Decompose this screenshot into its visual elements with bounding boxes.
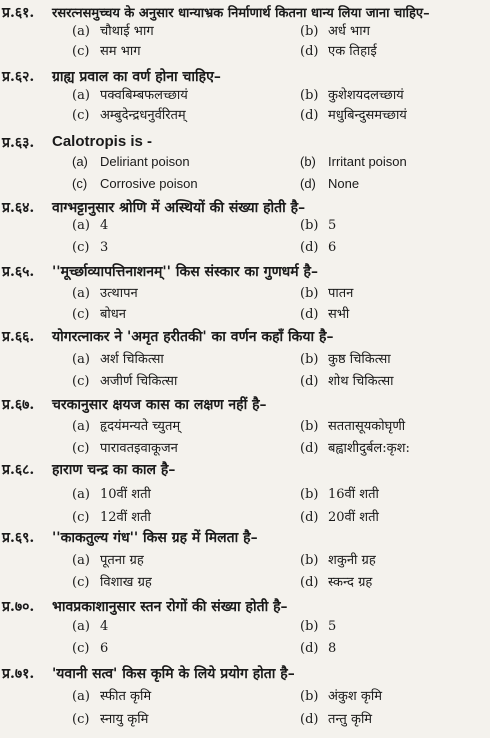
option-text: सततासूयकोघृणी (328, 419, 406, 434)
option-a (72, 416, 180, 434)
option-label: (c) (72, 441, 90, 456)
option-label: (c) (72, 374, 90, 389)
option-text: उत्थापन (100, 286, 138, 301)
option-label: (a) (72, 689, 90, 704)
option-b (300, 283, 353, 301)
option-a (72, 686, 151, 704)
option-b (300, 154, 407, 169)
option-text: 4 (100, 218, 109, 233)
option-a (72, 349, 164, 367)
option-c (72, 41, 141, 59)
option-d (300, 507, 379, 525)
option-text: बोधन (100, 307, 127, 322)
option-text: None (328, 176, 360, 191)
option-label: (c) (72, 240, 90, 255)
option-label: (c) (72, 176, 88, 191)
option-text: 20वीं शती (328, 510, 379, 525)
option-text: अर्ध भाग (328, 24, 370, 39)
option-text: सभी (328, 307, 350, 322)
option-text: Deliriant poison (100, 154, 190, 169)
option-label: (a) (72, 619, 90, 634)
option-text: अंकुश कृमि (328, 689, 383, 704)
option-label: (c) (72, 712, 90, 727)
option-text: 6 (328, 240, 337, 255)
question-text: वाग्भट्टानुसार श्रोणि में अस्थियों की संख्या होती है– (52, 200, 306, 216)
option-d (300, 438, 410, 456)
option-d (300, 371, 394, 389)
option-label: (b) (300, 689, 319, 704)
option-text: स्कन्द ग्रह (328, 575, 373, 590)
option-label: (b) (300, 352, 319, 367)
option-text: विशाख ग्रह (100, 575, 152, 590)
question-text: चरकानुसार क्षयज कास का लक्षण नहीं है– (52, 397, 267, 413)
option-c (72, 105, 186, 123)
option-label: (d) (300, 510, 319, 525)
option-label: (d) (300, 44, 319, 59)
question-text: भावप्रकाशानुसार स्तन रोगों की संख्या होती है– (52, 599, 288, 615)
question-number: प्र.६७. (2, 397, 35, 413)
option-label: (a) (72, 24, 90, 39)
question-text: रसरत्नसमुच्चय के अनुसार धान्याभ्रक निर्माणार्थ कितना धान्य लिया जाना चाहिए– (52, 6, 430, 21)
question-text: ग्राह्य प्रवाल का वर्ण होना चाहिए– (52, 69, 221, 85)
option-label: (d) (300, 575, 319, 590)
option-text: Corrosive poison (100, 176, 198, 191)
option-label: (b) (300, 24, 319, 39)
option-c (72, 572, 152, 590)
option-label: (b) (300, 553, 319, 568)
option-c (72, 507, 151, 525)
option-label: (a) (72, 286, 90, 301)
option-text: Irritant poison (328, 154, 407, 169)
option-c (72, 641, 108, 656)
question-number: प्र.६८. (2, 462, 35, 478)
question-number: प्र.६६. (2, 329, 35, 345)
option-label: (b) (300, 487, 319, 502)
question-number: प्र.७१. (2, 666, 35, 682)
option-b (300, 416, 405, 434)
option-text: अर्श चिकित्सा (100, 352, 164, 367)
option-label: (d) (300, 374, 319, 389)
option-a (72, 218, 108, 233)
option-d (300, 304, 349, 322)
option-d (300, 641, 336, 656)
option-label: (b) (300, 154, 316, 169)
question-text: Calotropis is - (52, 133, 153, 150)
option-label: (a) (72, 88, 90, 103)
option-text: चौथाई भाग (100, 24, 154, 39)
option-text: मधुबिन्दुसमच्छायं (328, 108, 407, 123)
option-text: स्फीत कृमि (100, 689, 152, 704)
option-b (300, 550, 376, 568)
option-text: 5 (328, 619, 337, 634)
option-d (300, 105, 407, 123)
option-label: (c) (72, 575, 90, 590)
option-label: (c) (72, 44, 90, 59)
option-text: 8 (328, 641, 337, 656)
option-text: शकुनी ग्रह (328, 553, 376, 568)
option-text: अम्बुदेन्द्रधनुर्वरितम् (100, 108, 186, 123)
option-text: 12वीं शती (100, 510, 151, 525)
option-text: सम भाग (100, 44, 141, 59)
option-label: (d) (300, 108, 319, 123)
option-label: (b) (300, 619, 319, 634)
option-a (72, 21, 154, 39)
option-label: (b) (300, 419, 319, 434)
option-text: पक्वबिम्बफलच्छायं (100, 88, 188, 103)
option-label: (a) (72, 352, 90, 367)
option-text: 10वीं शती (100, 487, 151, 502)
option-b (300, 619, 336, 634)
question-text: 'यवानी सत्व' किस कृमि के लिये प्रयोग होता है– (52, 666, 295, 682)
option-label: (c) (72, 510, 90, 525)
option-text: कुशेशयदलच्छायं (328, 88, 404, 103)
question-text: हाराण चन्द्र का काल है– (52, 462, 176, 478)
option-text: कुष्ठ चिकित्सा (328, 352, 391, 367)
option-a (72, 619, 108, 634)
question-number: प्र.६९. (2, 530, 35, 546)
option-a (72, 283, 138, 301)
option-c (72, 709, 148, 727)
option-d (300, 176, 359, 191)
option-text: शोथ चिकित्सा (328, 374, 394, 389)
option-text: 3 (100, 240, 109, 255)
option-label: (d) (300, 176, 316, 191)
option-label: (b) (300, 218, 319, 233)
option-label: (c) (72, 307, 90, 322)
option-c (72, 371, 177, 389)
option-b (300, 349, 391, 367)
option-b (300, 218, 336, 233)
option-c (72, 240, 108, 255)
option-a (72, 550, 144, 568)
option-a (72, 154, 190, 169)
option-d (300, 709, 372, 727)
option-label: (a) (72, 553, 90, 568)
question-text: ''मूर्च्छाव्यापत्तिनाशनम्'' किस संस्कार का गुणधर्म है– (52, 264, 318, 280)
option-label: (d) (300, 441, 319, 456)
question-number: प्र.६३. (2, 135, 35, 151)
option-text: 6 (100, 641, 109, 656)
question-number: प्र.६१. (2, 5, 35, 21)
option-b (300, 484, 379, 502)
option-text: पातन (328, 286, 354, 301)
option-c (72, 438, 178, 456)
option-b (300, 686, 382, 704)
option-label: (a) (72, 419, 90, 434)
question-number: प्र.६४. (2, 200, 35, 216)
option-label: (d) (300, 240, 319, 255)
option-label: (a) (72, 487, 90, 502)
question-number: प्र.६५. (2, 264, 35, 280)
option-a (72, 484, 151, 502)
option-label: (b) (300, 286, 319, 301)
option-label: (c) (72, 641, 90, 656)
option-label: (c) (72, 108, 90, 123)
option-text: अजीर्ण चिकित्सा (100, 374, 178, 389)
option-a (72, 85, 188, 103)
option-text: पूतना ग्रह (100, 553, 144, 568)
option-text: एक तिहाई (328, 44, 377, 59)
option-text: पारावतइवाकूजन (100, 441, 178, 456)
option-b (300, 21, 370, 39)
option-b (300, 85, 404, 103)
question-text: ''काकतुल्य गंध'' किस ग्रह में मिलता है– (52, 530, 258, 546)
option-label: (b) (300, 88, 319, 103)
question-number: प्र.६२. (2, 69, 35, 85)
question-text: योगरत्नाकर ने 'अमृत हरीतकी' का वर्णन कहाँ किया है– (52, 329, 334, 345)
option-text: हृदयंमन्यते च्युतम् (100, 419, 181, 434)
option-text: 5 (328, 218, 337, 233)
option-label: (a) (72, 218, 90, 233)
option-d (300, 41, 377, 59)
option-c (72, 176, 198, 191)
option-d (300, 572, 372, 590)
option-c (72, 304, 126, 322)
option-label: (d) (300, 712, 319, 727)
option-text: 4 (100, 619, 109, 634)
option-text: बह्वाशीदुर्बल:कृश: (328, 441, 410, 456)
option-text: स्नायु कृमि (100, 712, 149, 727)
option-text: 16वीं शती (328, 487, 379, 502)
option-text: तन्तु कृमि (328, 712, 373, 727)
question-number: प्र.७०. (2, 599, 35, 615)
option-label: (a) (72, 154, 88, 169)
option-label: (d) (300, 641, 319, 656)
option-d (300, 240, 336, 255)
option-label: (d) (300, 307, 319, 322)
